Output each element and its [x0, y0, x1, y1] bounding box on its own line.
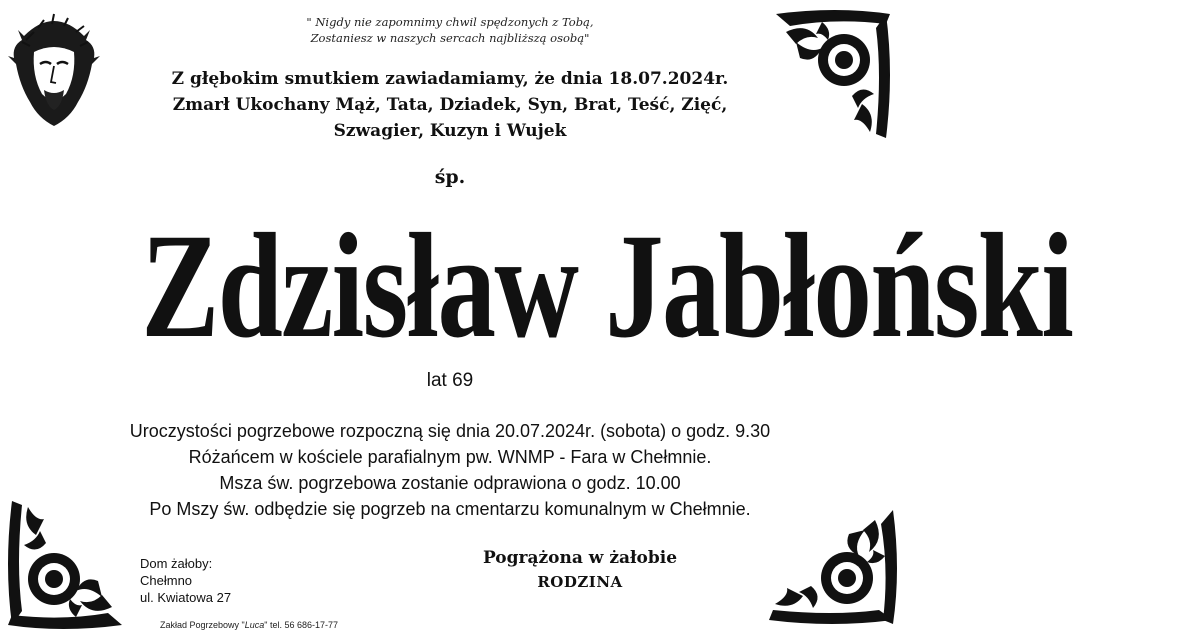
- mourners-line-1: Pogrążona w żałobie: [482, 548, 678, 568]
- deceased-name: [10, 203, 1073, 369]
- details-line-2: Różańcem w kościele parafialnym pw. WNMP - Fara w Chełmnie.: [188, 447, 712, 467]
- intro-line-2: Zmarł Ukochany Mąż, Tata, Dziadek, Syn, Brat, Teść, Zięć,: [172, 95, 728, 115]
- funeral-company-footer: [160, 620, 338, 630]
- details-line-3: Msza św. pogrzebowa zostanie odprawiona o godz. 10.00: [219, 473, 681, 493]
- house-of-mourning: [140, 555, 231, 606]
- memorial-quote: [230, 14, 670, 46]
- funeral-home-city: Chełmno: [140, 573, 193, 588]
- announcement-intro: [60, 66, 840, 144]
- deceased-age: lat 69: [426, 370, 474, 391]
- footer-suffix: " tel. 56 686-17-77: [264, 620, 339, 630]
- mourners-signature: [430, 545, 730, 593]
- sp-abbreviation: śp.: [434, 166, 466, 188]
- funeral-details: [50, 418, 850, 522]
- deceased-name-text: Zdzisław Jabłoński: [141, 203, 1073, 369]
- intro-line-1: Z głębokim smutkiem zawiadamiamy, że dnia 18.07.2024r.: [171, 69, 729, 89]
- footer-prefix: Zakład Pogrzebowy ": [160, 620, 245, 630]
- footer-brand: Luca: [244, 620, 265, 630]
- quote-line-2: Zostaniesz w naszych sercach najbliższą osobą": [310, 31, 590, 45]
- details-line-4: Po Mszy św. odbędzie się pogrzeb na cmentarzu komunalnym w Chełmnie.: [149, 499, 751, 519]
- intro-line-3: Szwagier, Kuzyn i Wujek: [333, 121, 567, 141]
- funeral-home-address: ul. Kwiatowa 27: [140, 590, 232, 605]
- mourners-line-2: RODZINA: [537, 573, 623, 591]
- quote-line-1: " Nigdy nie zapomnimy chwil spędzonych z Tobą,: [306, 15, 594, 29]
- details-line-1: Uroczystości pogrzebowe rozpoczną się dnia 20.07.2024r. (sobota) o godz. 9.30: [129, 421, 771, 441]
- funeral-home-label: Dom żałoby:: [140, 556, 213, 571]
